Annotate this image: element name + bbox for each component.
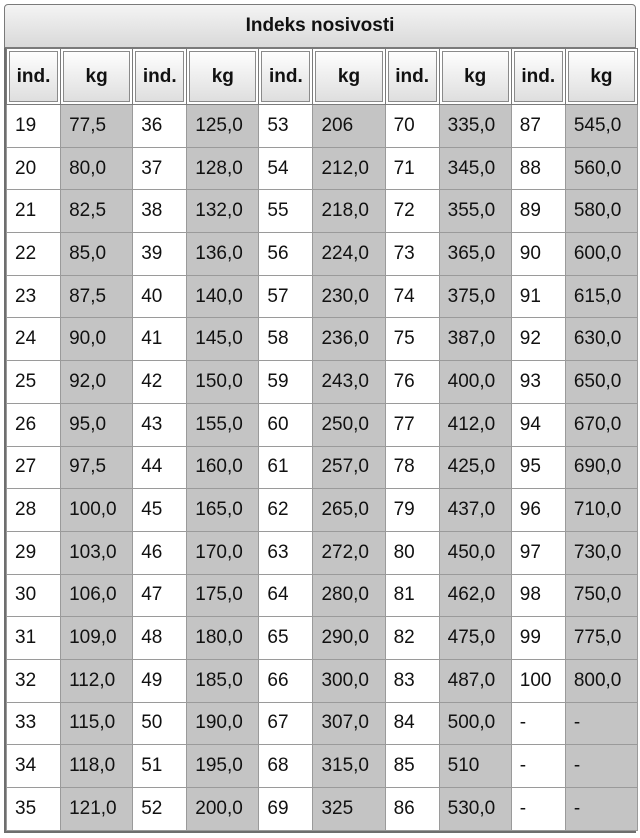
kg-cell: 775,0 (565, 617, 637, 660)
kg-cell: 236,0 (313, 318, 385, 361)
kg-cell: 250,0 (313, 403, 385, 446)
index-cell: 70 (385, 105, 439, 148)
index-cell: 43 (133, 403, 187, 446)
kg-cell: 425,0 (439, 446, 511, 489)
kg-cell: 155,0 (187, 403, 259, 446)
kg-cell: 112,0 (61, 659, 133, 702)
index-cell: 77 (385, 403, 439, 446)
table-row (7, 275, 638, 318)
kg-cell: 95,0 (61, 403, 133, 446)
index-cell: 65 (259, 617, 313, 660)
index-cell: 31 (7, 617, 61, 660)
index-cell: 46 (133, 531, 187, 574)
kg-cell: 118,0 (61, 745, 133, 788)
kg-cell: 115,0 (61, 702, 133, 745)
index-cell: 71 (385, 147, 439, 190)
index-cell: 75 (385, 318, 439, 361)
index-cell: 21 (7, 190, 61, 233)
kg-cell: 125,0 (187, 105, 259, 148)
index-cell: 84 (385, 702, 439, 745)
table-row (7, 446, 638, 489)
kg-cell: 630,0 (565, 318, 637, 361)
load-index-table-container (4, 4, 636, 833)
index-cell: 52 (133, 788, 187, 831)
table-row (7, 574, 638, 617)
kg-cell: 106,0 (61, 574, 133, 617)
index-cell: 47 (133, 574, 187, 617)
kg-cell: 450,0 (439, 531, 511, 574)
kg-cell: 82,5 (61, 190, 133, 233)
index-cell: 26 (7, 403, 61, 446)
kg-cell: 128,0 (187, 147, 259, 190)
kg-cell: 530,0 (439, 788, 511, 831)
index-cell: 72 (385, 190, 439, 233)
index-cell: 41 (133, 318, 187, 361)
index-cell: 20 (7, 147, 61, 190)
kg-cell: 272,0 (313, 531, 385, 574)
index-cell: 99 (511, 617, 565, 660)
column-header-index: ind. (511, 49, 565, 105)
table-row (7, 403, 638, 446)
kg-cell: 97,5 (61, 446, 133, 489)
kg-cell: 437,0 (439, 489, 511, 532)
kg-cell: 412,0 (439, 403, 511, 446)
index-cell: 39 (133, 233, 187, 276)
table-row (7, 361, 638, 404)
index-cell: 91 (511, 275, 565, 318)
index-cell: 68 (259, 745, 313, 788)
kg-cell: 185,0 (187, 659, 259, 702)
kg-cell: 257,0 (313, 446, 385, 489)
index-cell: 96 (511, 489, 565, 532)
kg-cell: 300,0 (313, 659, 385, 702)
kg-cell: - (565, 702, 637, 745)
column-header-kg: kg (187, 49, 259, 105)
column-header-kg: kg (61, 49, 133, 105)
kg-cell: 77,5 (61, 105, 133, 148)
kg-cell: 190,0 (187, 702, 259, 745)
index-cell: 30 (7, 574, 61, 617)
kg-cell: 335,0 (439, 105, 511, 148)
index-cell: 29 (7, 531, 61, 574)
index-cell: 42 (133, 361, 187, 404)
kg-cell: 280,0 (313, 574, 385, 617)
column-header-index: ind. (7, 49, 61, 105)
kg-cell: 290,0 (313, 617, 385, 660)
kg-cell: 121,0 (61, 788, 133, 831)
kg-cell: - (565, 788, 637, 831)
table-row (7, 489, 638, 532)
index-cell: 36 (133, 105, 187, 148)
index-cell: 88 (511, 147, 565, 190)
index-cell: 22 (7, 233, 61, 276)
index-cell: 60 (259, 403, 313, 446)
kg-cell: 510 (439, 745, 511, 788)
kg-cell: 218,0 (313, 190, 385, 233)
column-header-kg: kg (439, 49, 511, 105)
kg-cell: 265,0 (313, 489, 385, 532)
index-cell: 50 (133, 702, 187, 745)
index-cell: - (511, 745, 565, 788)
kg-cell: 103,0 (61, 531, 133, 574)
index-cell: 24 (7, 318, 61, 361)
index-cell: 61 (259, 446, 313, 489)
table-row (7, 702, 638, 745)
index-cell: 59 (259, 361, 313, 404)
index-cell: 40 (133, 275, 187, 318)
table-frame (4, 48, 636, 833)
index-cell: 33 (7, 702, 61, 745)
kg-cell: 600,0 (565, 233, 637, 276)
kg-cell: 80,0 (61, 147, 133, 190)
column-header-index: ind. (385, 49, 439, 105)
index-cell: 58 (259, 318, 313, 361)
kg-cell: 307,0 (313, 702, 385, 745)
kg-cell: 690,0 (565, 446, 637, 489)
index-cell: 73 (385, 233, 439, 276)
column-header-kg: kg (565, 49, 637, 105)
index-cell: 56 (259, 233, 313, 276)
index-cell: 94 (511, 403, 565, 446)
index-cell: 78 (385, 446, 439, 489)
kg-cell: 109,0 (61, 617, 133, 660)
index-cell: 100 (511, 659, 565, 702)
index-cell: 25 (7, 361, 61, 404)
kg-cell: 180,0 (187, 617, 259, 660)
kg-cell: 710,0 (565, 489, 637, 532)
kg-cell: 175,0 (187, 574, 259, 617)
index-cell: - (511, 702, 565, 745)
table-row (7, 318, 638, 361)
table-body (7, 105, 638, 831)
table-row (7, 105, 638, 148)
index-cell: 87 (511, 105, 565, 148)
kg-cell: 800,0 (565, 659, 637, 702)
kg-cell: 132,0 (187, 190, 259, 233)
kg-cell: 615,0 (565, 275, 637, 318)
kg-cell: 325 (313, 788, 385, 831)
table-header-row (7, 49, 638, 105)
kg-cell: 475,0 (439, 617, 511, 660)
kg-cell: 230,0 (313, 275, 385, 318)
kg-cell: 375,0 (439, 275, 511, 318)
kg-cell: 345,0 (439, 147, 511, 190)
index-cell: 49 (133, 659, 187, 702)
index-cell: 63 (259, 531, 313, 574)
table-row (7, 788, 638, 831)
kg-cell: 136,0 (187, 233, 259, 276)
index-cell: 38 (133, 190, 187, 233)
index-cell: 44 (133, 446, 187, 489)
kg-cell: 224,0 (313, 233, 385, 276)
index-cell: 95 (511, 446, 565, 489)
index-cell: 67 (259, 702, 313, 745)
index-cell: 79 (385, 489, 439, 532)
index-cell: 85 (385, 745, 439, 788)
index-cell: - (511, 788, 565, 831)
index-cell: 89 (511, 190, 565, 233)
kg-cell: 500,0 (439, 702, 511, 745)
index-cell: 28 (7, 489, 61, 532)
index-cell: 55 (259, 190, 313, 233)
kg-cell: 145,0 (187, 318, 259, 361)
index-cell: 66 (259, 659, 313, 702)
kg-cell: - (565, 745, 637, 788)
column-header-index: ind. (133, 49, 187, 105)
kg-cell: 200,0 (187, 788, 259, 831)
kg-cell: 730,0 (565, 531, 637, 574)
index-cell: 86 (385, 788, 439, 831)
kg-cell: 365,0 (439, 233, 511, 276)
table-row (7, 190, 638, 233)
index-cell: 51 (133, 745, 187, 788)
kg-cell: 212,0 (313, 147, 385, 190)
kg-cell: 90,0 (61, 318, 133, 361)
index-cell: 54 (259, 147, 313, 190)
kg-cell: 195,0 (187, 745, 259, 788)
kg-cell: 170,0 (187, 531, 259, 574)
table-row (7, 617, 638, 660)
kg-cell: 560,0 (565, 147, 637, 190)
index-cell: 45 (133, 489, 187, 532)
kg-cell: 85,0 (61, 233, 133, 276)
kg-cell: 670,0 (565, 403, 637, 446)
table-row (7, 531, 638, 574)
index-cell: 76 (385, 361, 439, 404)
table-row (7, 659, 638, 702)
kg-cell: 150,0 (187, 361, 259, 404)
index-cell: 53 (259, 105, 313, 148)
kg-cell: 650,0 (565, 361, 637, 404)
kg-cell: 400,0 (439, 361, 511, 404)
column-header-index: ind. (259, 49, 313, 105)
index-cell: 81 (385, 574, 439, 617)
index-cell: 37 (133, 147, 187, 190)
load-index-table (6, 48, 638, 831)
index-cell: 97 (511, 531, 565, 574)
index-cell: 64 (259, 574, 313, 617)
index-cell: 57 (259, 275, 313, 318)
index-cell: 90 (511, 233, 565, 276)
index-cell: 35 (7, 788, 61, 831)
index-cell: 82 (385, 617, 439, 660)
kg-cell: 160,0 (187, 446, 259, 489)
kg-cell: 140,0 (187, 275, 259, 318)
index-cell: 69 (259, 788, 313, 831)
kg-cell: 545,0 (565, 105, 637, 148)
index-cell: 48 (133, 617, 187, 660)
index-cell: 98 (511, 574, 565, 617)
kg-cell: 462,0 (439, 574, 511, 617)
kg-cell: 487,0 (439, 659, 511, 702)
index-cell: 32 (7, 659, 61, 702)
kg-cell: 355,0 (439, 190, 511, 233)
index-cell: 62 (259, 489, 313, 532)
kg-cell: 87,5 (61, 275, 133, 318)
index-cell: 83 (385, 659, 439, 702)
index-cell: 19 (7, 105, 61, 148)
kg-cell: 243,0 (313, 361, 385, 404)
index-cell: 34 (7, 745, 61, 788)
kg-cell: 100,0 (61, 489, 133, 532)
index-cell: 93 (511, 361, 565, 404)
index-cell: 74 (385, 275, 439, 318)
kg-cell: 206 (313, 105, 385, 148)
index-cell: 92 (511, 318, 565, 361)
kg-cell: 92,0 (61, 361, 133, 404)
index-cell: 80 (385, 531, 439, 574)
kg-cell: 315,0 (313, 745, 385, 788)
table-row (7, 745, 638, 788)
table-row (7, 147, 638, 190)
index-cell: 27 (7, 446, 61, 489)
kg-cell: 750,0 (565, 574, 637, 617)
table-title: Indeks nosivosti (4, 4, 636, 48)
kg-cell: 165,0 (187, 489, 259, 532)
column-header-kg: kg (313, 49, 385, 105)
index-cell: 23 (7, 275, 61, 318)
table-row (7, 233, 638, 276)
kg-cell: 580,0 (565, 190, 637, 233)
kg-cell: 387,0 (439, 318, 511, 361)
